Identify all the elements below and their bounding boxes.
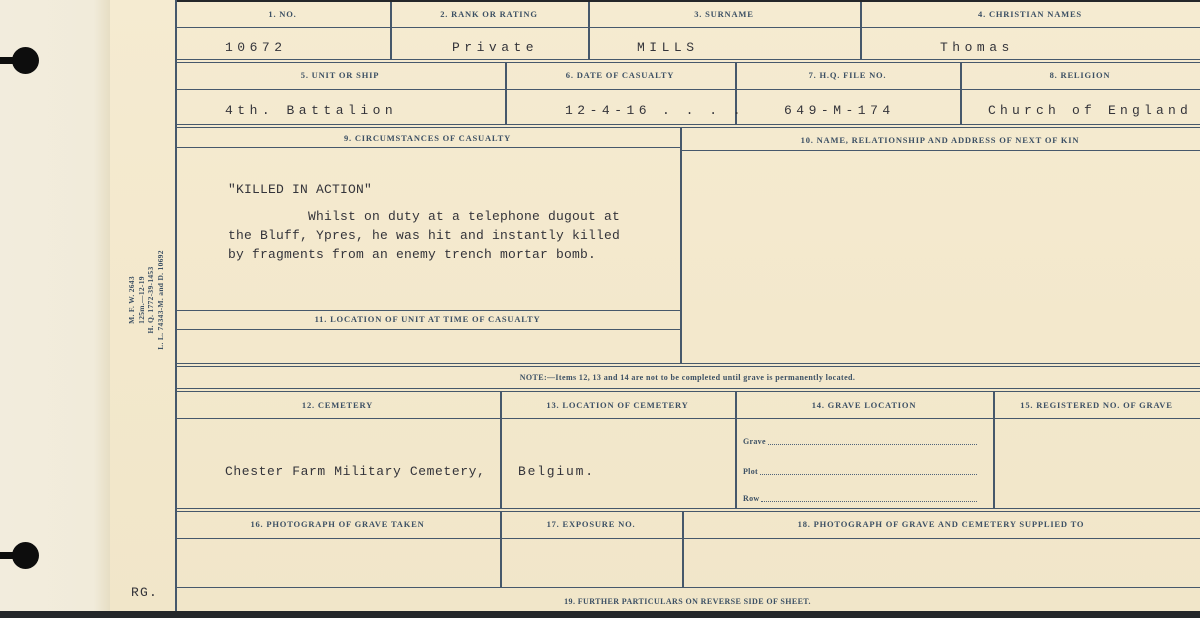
dotted-leader: [761, 501, 977, 502]
stamp-rg: RG.: [131, 585, 159, 600]
grave-row: [743, 491, 977, 503]
field-label-rank: 2. RANK OR RATING: [440, 9, 538, 19]
field-label-christian-names: 4. CHRISTIAN NAMES: [978, 9, 1082, 19]
grid-line: [175, 59, 1200, 63]
field-label-hq-file-no: 7. H.Q. FILE NO.: [808, 70, 887, 80]
grid-line: [175, 587, 1200, 588]
field-value-no: 10672: [225, 40, 287, 55]
grid-line: [175, 388, 1200, 392]
field-label-next-of-kin: 10. NAME, RELATIONSHIP AND ADDRESS OF NEXT OF KIN: [800, 135, 1080, 145]
grid-line: [175, 124, 1200, 128]
form-code-line: 125m.—12-19: [136, 276, 146, 324]
field-label-unit: 5. UNIT OR SHIP: [300, 70, 380, 80]
circumstances-line: the Bluff, Ypres, he was hit and instantly killed: [228, 228, 621, 243]
field-label-date-of-casualty: 6. DATE OF CASUALTY: [565, 70, 675, 80]
dotted-leader: [760, 474, 977, 475]
binder-hole-top: [12, 47, 39, 74]
field-value-cemetery-location: Belgium.: [518, 464, 595, 479]
field-label-cemetery-location: 13. LOCATION OF CEMETERY: [546, 400, 689, 410]
field-value-rank: Private: [452, 40, 539, 55]
field-label-registered-grave-no: 15. REGISTERED NO. OF GRAVE: [1020, 400, 1173, 410]
grid-line: [175, 27, 1200, 28]
grid-line: [175, 418, 1200, 419]
field-label-further-particulars: 19. FURTHER PARTICULARS ON REVERSE SIDE OF SHEET.: [564, 597, 811, 606]
field-value-unit: 4th. Battalion: [225, 103, 398, 118]
circumstances-quote: "KILLED IN ACTION": [228, 182, 373, 197]
grid-line: [175, 310, 680, 311]
circumstances-line: by fragments from an enemy trench mortar bomb.: [228, 247, 597, 262]
field-label-grave-location: 14. GRAVE LOCATION: [811, 400, 917, 410]
grid-line: [175, 329, 680, 330]
field-label-exposure-no: 17. EXPOSURE NO.: [546, 519, 636, 529]
circumstances-line: Whilst on duty at a telephone dugout at: [308, 209, 621, 224]
grave-row-label: Row: [743, 494, 760, 503]
field-label-unit-location: 11. LOCATION OF UNIT AT TIME OF CASUALTY: [314, 314, 541, 324]
circumstances-body: [228, 207, 648, 264]
field-value-religion: Church of England: [988, 103, 1193, 118]
field-value-hq-file-no: 649-M-174: [784, 103, 895, 118]
page-binding-edge: [0, 0, 110, 618]
field-value-date-of-casualty: 12-4-16: [565, 103, 652, 118]
grid-line: [680, 128, 682, 363]
grid-line: [175, 538, 1200, 539]
scan-bottom-bar: [0, 611, 1200, 618]
field-label-religion: 8. RELIGION: [1049, 70, 1111, 80]
field-label-surname: 3. SURNAME: [694, 9, 754, 19]
grid-line: [175, 0, 1200, 2]
field-value-christian-names: Thomas: [940, 40, 1014, 55]
field-label-circumstances: 9. CIRCUMSTANCES OF CASUALTY: [343, 133, 512, 143]
dotted-leader: [768, 444, 977, 445]
field-value-surname: MILLS: [637, 40, 699, 55]
field-value-date-dots: . . . .: [662, 103, 745, 118]
grid-line: [175, 147, 680, 148]
grave-row: [743, 434, 977, 446]
grave-row-label: Grave: [743, 437, 766, 446]
form-code-line: M. F. W. 2643: [127, 276, 136, 324]
field-label-photo-taken: 16. PHOTOGRAPH OF GRAVE TAKEN: [250, 519, 425, 529]
form-code-line: H. Q. 1772-39-1453: [146, 266, 155, 334]
form-number-codes: [127, 200, 165, 400]
grid-line: [175, 508, 1200, 512]
grave-row-label: Plot: [743, 467, 758, 476]
grid-line: [680, 150, 1200, 151]
grid-line: [175, 363, 1200, 367]
form-code-line: L. L. 74343-M. and D. 10692: [155, 250, 165, 350]
field-value-cemetery: Chester Farm Military Cemetery,: [225, 464, 486, 479]
note-text: NOTE:—Items 12, 13 and 14 are not to be completed until grave is permanently located.: [519, 373, 856, 382]
grave-row: [743, 464, 977, 476]
field-label-photo-supplied: 18. PHOTOGRAPH OF GRAVE AND CEMETERY SUPPLIED TO: [797, 519, 1085, 529]
grid-line: [175, 89, 1200, 90]
field-label-no: 1. NO.: [268, 9, 297, 19]
field-label-cemetery: 12. CEMETERY: [301, 400, 374, 410]
binder-hole-bottom: [12, 542, 39, 569]
